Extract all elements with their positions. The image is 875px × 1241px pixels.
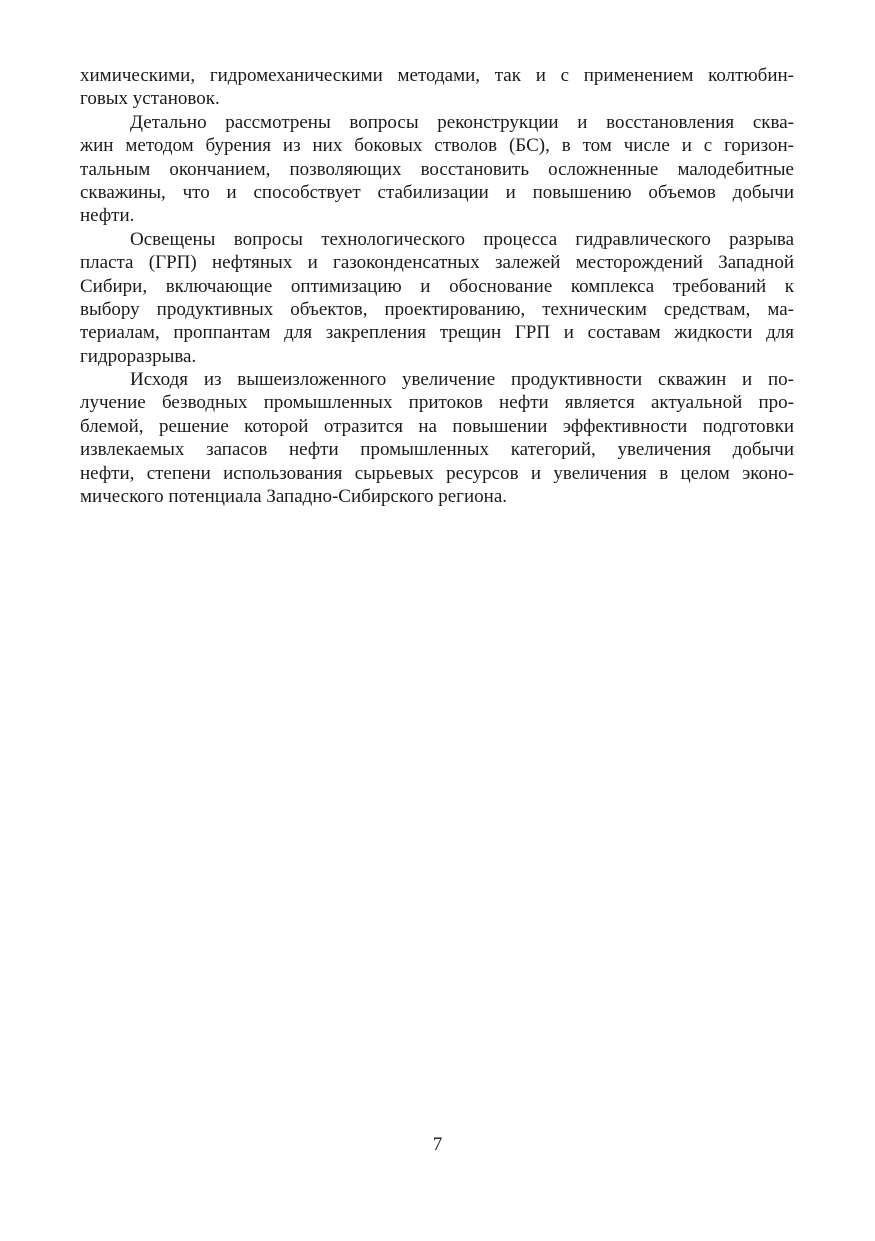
text-line: лучение безводных промышленных притоков нефти является актуальной про-: [80, 392, 794, 414]
text-line: жин методом бурения из них боковых стволов (БС), в том числе и с горизон-: [80, 135, 794, 157]
text-line: Детально рассмотрены вопросы реконструкции и восстановления сква-: [130, 111, 794, 133]
paragraph-4: [80, 368, 794, 508]
text-line: выбору продуктивных объектов, проектированию, техническим средствам, ма-: [80, 298, 794, 320]
page-number: 7: [432, 1134, 443, 1155]
paragraph-3: [80, 228, 794, 368]
text-line: гидроразрыва.: [80, 345, 197, 367]
text-line: блемой, решение которой отразится на повышении эффективности подготовки: [80, 415, 794, 437]
text-line: говых установок.: [80, 88, 220, 110]
text-line: териалам, проппантам для закрепления трещин ГРП и составам жидкости для: [80, 322, 794, 344]
text-line: Исходя из вышеизложенного увеличение продуктивности скважин и по-: [130, 369, 794, 391]
text-line: нефти, степени использования сырьевых ресурсов и увеличения в целом эконо-: [80, 462, 794, 484]
paragraph-1: [80, 64, 794, 111]
text-line: тальным окончанием, позволяющих восстановить осложненные малодебитные: [80, 158, 794, 180]
text-line: нефти.: [80, 205, 135, 227]
text-line: мического потенциала Западно-Сибирского региона.: [80, 486, 507, 508]
text-line: скважины, что и способствует стабилизации и повышению объемов добычи: [80, 181, 794, 203]
paragraph-2: [80, 111, 794, 228]
text-line: химическими, гидромеханическими методами, так и с применением колтюбин-: [80, 65, 794, 86]
text-line: пласта (ГРП) нефтяных и газоконденсатных залежей месторождений Западной: [80, 252, 794, 274]
text-line: Освещены вопросы технологического процесса гидравлического разрыва: [130, 228, 794, 250]
text-line: Сибири, включающие оптимизацию и обоснование комплекса требований к: [80, 275, 794, 297]
text-line: извлекаемых запасов нефти промышленных категорий, увеличения добычи: [80, 439, 794, 461]
page-body: [80, 64, 794, 508]
